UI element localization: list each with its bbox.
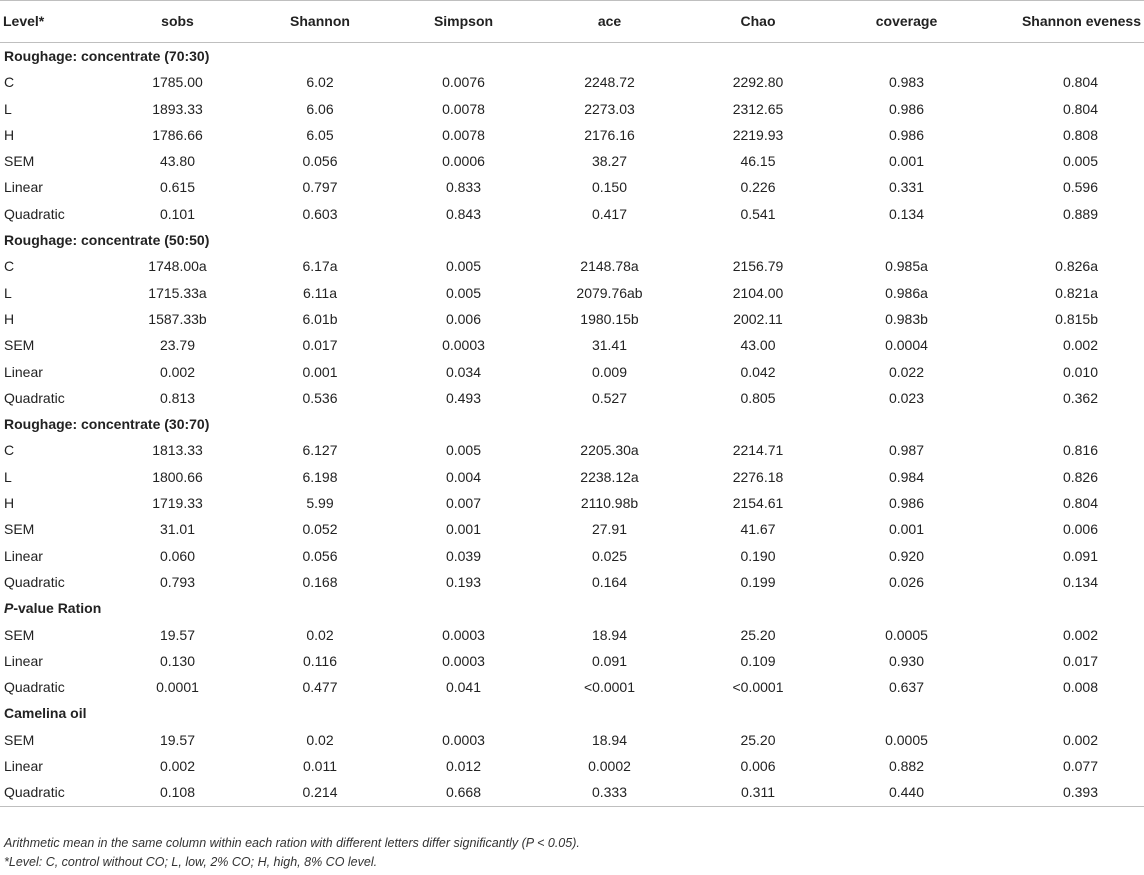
chao-cell: 0.190 — [740, 547, 776, 564]
ace-cell: <0.0001 — [584, 679, 635, 696]
simpson-cell: 0.0078 — [442, 100, 485, 117]
sobs-cell: 1719.33 — [152, 495, 203, 512]
coverage-cell: 0.930 — [888, 652, 925, 669]
row-label: SEM — [4, 626, 35, 643]
table-row — [0, 622, 1144, 648]
chao-cell: 2214.71 — [732, 442, 784, 459]
coverage-cell: 0.986 — [888, 495, 925, 512]
simpson-cell: 0.0003 — [442, 731, 485, 748]
shannon-eveness-cell: 0.002 — [1062, 731, 1098, 748]
ace-cell: 2176.16 — [584, 126, 635, 143]
chao-cell: 2219.93 — [732, 126, 784, 143]
shannon-cell: 0.603 — [302, 205, 338, 222]
shannon-eveness-cell: 0.077 — [1062, 758, 1098, 775]
table-row — [0, 359, 1144, 385]
header-level: Level* — [0, 1, 105, 43]
sobs-cell: 31.01 — [159, 521, 196, 538]
ace-cell: 38.27 — [591, 153, 628, 170]
ace-cell: 2148.78a — [580, 258, 639, 275]
sobs-cell: 0.793 — [159, 573, 196, 590]
simpson-cell: 0.004 — [445, 468, 482, 485]
chao-cell: 25.20 — [740, 731, 776, 748]
table-row — [0, 516, 1144, 542]
chao-cell: 0.805 — [740, 389, 776, 406]
coverage-cell: 0.0005 — [885, 731, 928, 748]
row-label: L — [4, 284, 12, 301]
ace-cell: 0.527 — [591, 389, 628, 406]
table-row — [0, 569, 1144, 595]
coverage-cell: 0.985a — [885, 258, 928, 275]
shannon-cell: 6.05 — [306, 126, 334, 143]
section-title-italic-prefix: P — [4, 600, 14, 617]
table-row — [0, 201, 1144, 227]
ace-cell: 0.333 — [537, 779, 682, 806]
row-label: Linear — [4, 758, 43, 775]
shannon-eveness-cell: 0.362 — [1062, 389, 1098, 406]
table-row — [0, 727, 1144, 753]
simpson-cell: 0.0003 — [442, 626, 485, 643]
shannon-eveness-cell: 0.134 — [1062, 573, 1098, 590]
sobs-cell: 0.060 — [159, 547, 196, 564]
coverage-cell: 0.882 — [888, 758, 925, 775]
sobs-cell: 0.813 — [159, 389, 196, 406]
shannon-eveness-cell: 0.804 — [1062, 100, 1098, 117]
shannon-eveness-cell: 0.393 — [979, 779, 1144, 806]
section-title-text: Camelina oil — [4, 705, 87, 722]
sobs-cell: 0.0001 — [156, 679, 199, 696]
row-label: Linear — [4, 179, 43, 196]
sobs-cell: 0.002 — [159, 363, 196, 380]
row-label: C — [4, 258, 15, 275]
coverage-cell: 0.983b — [885, 310, 928, 327]
footnote-significance: Arithmetic mean in the same column within each ration with different letters differ significantly (P < 0.05). — [4, 836, 580, 850]
sobs-cell: 23.79 — [159, 337, 196, 354]
shannon-cell: 6.198 — [302, 468, 338, 485]
simpson-cell: 0.034 — [445, 363, 482, 380]
shannon-cell: 0.02 — [306, 626, 334, 643]
table-row — [0, 437, 1144, 463]
shannon-eveness-cell: 0.816 — [1062, 442, 1098, 459]
chao-cell: 2154.61 — [732, 495, 784, 512]
section-title — [0, 43, 1144, 70]
coverage-cell: 0.134 — [888, 205, 925, 222]
row-label: H — [4, 310, 15, 327]
simpson-cell: 0.006 — [445, 310, 482, 327]
shannon-cell: 0.116 — [303, 652, 337, 669]
section-header-row — [0, 227, 1144, 253]
sobs-cell: 1587.33b — [148, 310, 207, 327]
table-row — [0, 464, 1144, 490]
shannon-eveness-cell: 0.010 — [1062, 363, 1098, 380]
table-row — [0, 148, 1144, 174]
chao-cell: 0.006 — [740, 758, 776, 775]
shannon-cell: 0.052 — [302, 521, 338, 538]
shannon-eveness-cell: 0.808 — [1062, 126, 1098, 143]
ace-cell: 31.41 — [591, 337, 628, 354]
header-simpson: Simpson — [390, 1, 537, 43]
section-title-text: -value Ration — [13, 600, 102, 617]
table-row — [0, 174, 1144, 200]
shannon-cell: 0.536 — [302, 389, 338, 406]
shannon-eveness-cell: 0.826 — [1062, 468, 1098, 485]
simpson-cell: 0.039 — [445, 547, 482, 564]
chao-cell: 46.15 — [740, 153, 776, 170]
shannon-eveness-cell: 0.826a — [1055, 258, 1098, 275]
section-title-text: Roughage: concentrate (30:70) — [4, 416, 210, 433]
table-row — [0, 385, 1144, 411]
chao-cell: 0.109 — [740, 652, 776, 669]
section-header-row — [0, 700, 1144, 726]
chao-cell: 2104.00 — [732, 284, 784, 301]
table-row — [0, 122, 1144, 148]
table-row — [0, 648, 1144, 674]
shannon-cell: 0.797 — [302, 179, 338, 196]
ace-cell: 0.009 — [591, 363, 628, 380]
header-shannon: Shannon — [250, 1, 390, 43]
row-label: H — [4, 126, 15, 143]
shannon-eveness-cell: 0.889 — [1062, 205, 1098, 222]
ace-cell: 2238.12a — [580, 468, 639, 485]
simpson-cell: 0.007 — [445, 495, 482, 512]
sobs-cell: 1715.33a — [148, 284, 207, 301]
row-label: SEM — [4, 521, 35, 538]
shannon-eveness-cell: 0.008 — [1062, 679, 1098, 696]
footnotes — [4, 834, 580, 872]
shannon-cell: 0.056 — [302, 153, 338, 170]
section-header-row — [0, 43, 1144, 70]
coverage-cell: 0.331 — [888, 179, 925, 196]
table-row — [0, 306, 1144, 332]
row-label: H — [4, 495, 15, 512]
row-label: Quadratic — [4, 679, 65, 696]
simpson-cell: 0.843 — [445, 205, 482, 222]
coverage-cell: 0.986 — [888, 100, 925, 117]
table-row — [0, 543, 1144, 569]
header-coverage: coverage — [834, 1, 979, 43]
shannon-cell: 0.011 — [303, 758, 337, 775]
row-label: SEM — [4, 731, 35, 748]
shannon-cell: 6.01b — [302, 310, 338, 327]
ace-cell: 18.94 — [591, 626, 628, 643]
sobs-cell: 1893.33 — [152, 100, 203, 117]
row-label: L — [4, 468, 12, 485]
ace-cell: 0.0002 — [588, 758, 631, 775]
simpson-cell: 0.001 — [445, 521, 482, 538]
coverage-cell: 0.001 — [888, 521, 925, 538]
chao-cell: 41.67 — [740, 521, 776, 538]
footnote-level-legend: *Level: C, control without CO; L, low, 2% CO; H, high, 8% CO level. — [4, 855, 378, 869]
chao-cell: <0.0001 — [732, 679, 784, 696]
sobs-cell: 0.615 — [159, 179, 196, 196]
row-label: Linear — [4, 652, 43, 669]
ace-cell: 2248.72 — [584, 74, 635, 91]
ace-cell: 0.417 — [591, 205, 628, 222]
chao-cell: 0.226 — [740, 179, 776, 196]
shannon-eveness-cell: 0.815b — [1055, 310, 1098, 327]
simpson-cell: 0.005 — [445, 284, 482, 301]
table-row — [0, 674, 1144, 700]
ace-cell: 0.025 — [591, 547, 628, 564]
coverage-cell: 0.0004 — [885, 337, 928, 354]
sobs-cell: 1800.66 — [152, 468, 203, 485]
simpson-cell: 0.668 — [390, 779, 537, 806]
sobs-cell: 43.80 — [159, 153, 196, 170]
simpson-cell: 0.005 — [445, 258, 482, 275]
coverage-cell: 0.440 — [834, 779, 979, 806]
coverage-cell: 0.986a — [885, 284, 928, 301]
coverage-cell: 0.022 — [888, 363, 925, 380]
shannon-eveness-cell: 0.017 — [1062, 652, 1098, 669]
coverage-cell: 0.026 — [888, 573, 925, 590]
row-label: SEM — [4, 153, 35, 170]
shannon-eveness-cell: 0.804 — [1062, 74, 1098, 91]
ace-cell: 0.164 — [591, 573, 628, 590]
sobs-cell: 0.101 — [159, 205, 196, 222]
row-label: SEM — [4, 337, 35, 354]
ace-cell: 0.150 — [591, 179, 628, 196]
shannon-eveness-cell: 0.596 — [1062, 179, 1098, 196]
coverage-cell: 0.983 — [888, 74, 925, 91]
simpson-cell: 0.005 — [445, 442, 482, 459]
row-label: L — [4, 100, 12, 117]
section-title — [0, 595, 1144, 621]
simpson-cell: 0.493 — [445, 389, 482, 406]
ace-cell: 0.091 — [591, 652, 628, 669]
section-title-text: Roughage: concentrate (50:50) — [4, 232, 210, 249]
sobs-cell: 0.108 — [105, 779, 250, 806]
section-header-row — [0, 411, 1144, 437]
chao-cell: 0.541 — [740, 205, 776, 222]
shannon-cell: 6.11a — [303, 284, 337, 301]
sobs-cell: 19.57 — [159, 626, 196, 643]
simpson-cell: 0.0078 — [442, 126, 485, 143]
shannon-cell: 0.214 — [250, 779, 390, 806]
row-label: Quadratic — [4, 389, 65, 406]
coverage-cell: 0.987 — [888, 442, 925, 459]
row-label: C — [4, 442, 15, 459]
shannon-eveness-cell: 0.091 — [1062, 547, 1098, 564]
table-row — [0, 490, 1144, 516]
row-label: Quadratic — [4, 205, 65, 222]
header-ace: ace — [537, 1, 682, 43]
row-label: Linear — [4, 363, 43, 380]
shannon-eveness-cell: 0.002 — [1062, 626, 1098, 643]
sobs-cell: 1813.33 — [152, 442, 203, 459]
header-shannon-eveness: Shannon eveness — [979, 1, 1144, 43]
sobs-cell: 1785.00 — [152, 74, 203, 91]
shannon-cell: 0.056 — [302, 547, 338, 564]
coverage-cell: 0.637 — [888, 679, 925, 696]
chao-cell: 2292.80 — [732, 74, 784, 91]
simpson-cell: 0.193 — [445, 573, 482, 590]
shannon-eveness-cell: 0.821a — [1055, 284, 1098, 301]
ace-cell: 2273.03 — [584, 100, 635, 117]
sobs-cell: 0.130 — [159, 652, 196, 669]
shannon-cell: 0.168 — [302, 573, 338, 590]
sobs-cell: 1748.00a — [148, 258, 207, 275]
coverage-cell: 0.920 — [888, 547, 925, 564]
shannon-cell: 6.02 — [306, 74, 334, 91]
ace-cell: 18.94 — [591, 731, 628, 748]
row-label: C — [4, 74, 15, 91]
shannon-eveness-cell: 0.005 — [1062, 153, 1098, 170]
table-row — [0, 69, 1144, 95]
simpson-cell: 0.0076 — [442, 74, 485, 91]
sobs-cell: 19.57 — [159, 731, 196, 748]
table-row — [0, 280, 1144, 306]
shannon-cell: 0.02 — [306, 731, 334, 748]
table-body — [0, 43, 1144, 807]
shannon-eveness-cell: 0.006 — [1062, 521, 1098, 538]
header-chao: Chao — [682, 1, 834, 43]
coverage-cell: 0.986 — [888, 126, 925, 143]
section-title — [0, 700, 1144, 726]
simpson-cell: 0.0006 — [442, 153, 485, 170]
chao-cell: 0.311 — [682, 779, 834, 806]
section-title — [0, 411, 1144, 437]
section-title — [0, 227, 1144, 253]
sobs-cell: 1786.66 — [152, 126, 203, 143]
chao-cell: 43.00 — [740, 337, 776, 354]
shannon-cell: 0.001 — [302, 363, 338, 380]
simpson-cell: 0.0003 — [442, 652, 485, 669]
shannon-cell: 6.17a — [302, 258, 338, 275]
coverage-cell: 0.984 — [888, 468, 925, 485]
table-row — [0, 753, 1144, 779]
shannon-cell: 6.127 — [302, 442, 338, 459]
shannon-cell: 6.06 — [306, 100, 334, 117]
ace-cell: 2205.30a — [580, 442, 639, 459]
chao-cell: 25.20 — [740, 626, 776, 643]
chao-cell: 2002.11 — [733, 310, 783, 327]
chao-cell: 2312.65 — [732, 100, 784, 117]
coverage-cell: 0.0005 — [885, 626, 928, 643]
row-label: Linear — [4, 547, 43, 564]
coverage-cell: 0.001 — [888, 153, 925, 170]
sobs-cell: 0.002 — [159, 758, 196, 775]
header-row — [0, 1, 1144, 43]
table-row — [0, 96, 1144, 122]
table-row — [0, 779, 1144, 806]
section-title-text: Roughage: concentrate (70:30) — [4, 48, 210, 64]
simpson-cell: 0.833 — [445, 179, 482, 196]
shannon-eveness-cell: 0.002 — [1062, 337, 1098, 354]
simpson-cell: 0.041 — [445, 679, 482, 696]
shannon-eveness-cell: 0.804 — [1062, 495, 1098, 512]
table-row — [0, 253, 1144, 279]
chao-cell: 0.042 — [740, 363, 776, 380]
simpson-cell: 0.012 — [445, 758, 482, 775]
header-sobs: sobs — [105, 1, 250, 43]
shannon-cell: 0.017 — [302, 337, 338, 354]
ace-cell: 27.91 — [591, 521, 628, 538]
section-header-row — [0, 595, 1144, 621]
ace-cell: 2110.98b — [580, 495, 639, 512]
ace-cell: 1980.15b — [580, 310, 639, 327]
chao-cell: 2276.18 — [732, 468, 784, 485]
row-label: Quadratic — [0, 779, 105, 806]
row-label: Quadratic — [4, 573, 65, 590]
shannon-cell: 0.477 — [302, 679, 338, 696]
shannon-cell: 5.99 — [306, 495, 334, 512]
coverage-cell: 0.023 — [888, 389, 925, 406]
simpson-cell: 0.0003 — [442, 337, 485, 354]
chao-cell: 0.199 — [740, 573, 776, 590]
ace-cell: 2079.76ab — [576, 284, 643, 301]
table-row — [0, 332, 1144, 358]
chao-cell: 2156.79 — [732, 258, 784, 275]
